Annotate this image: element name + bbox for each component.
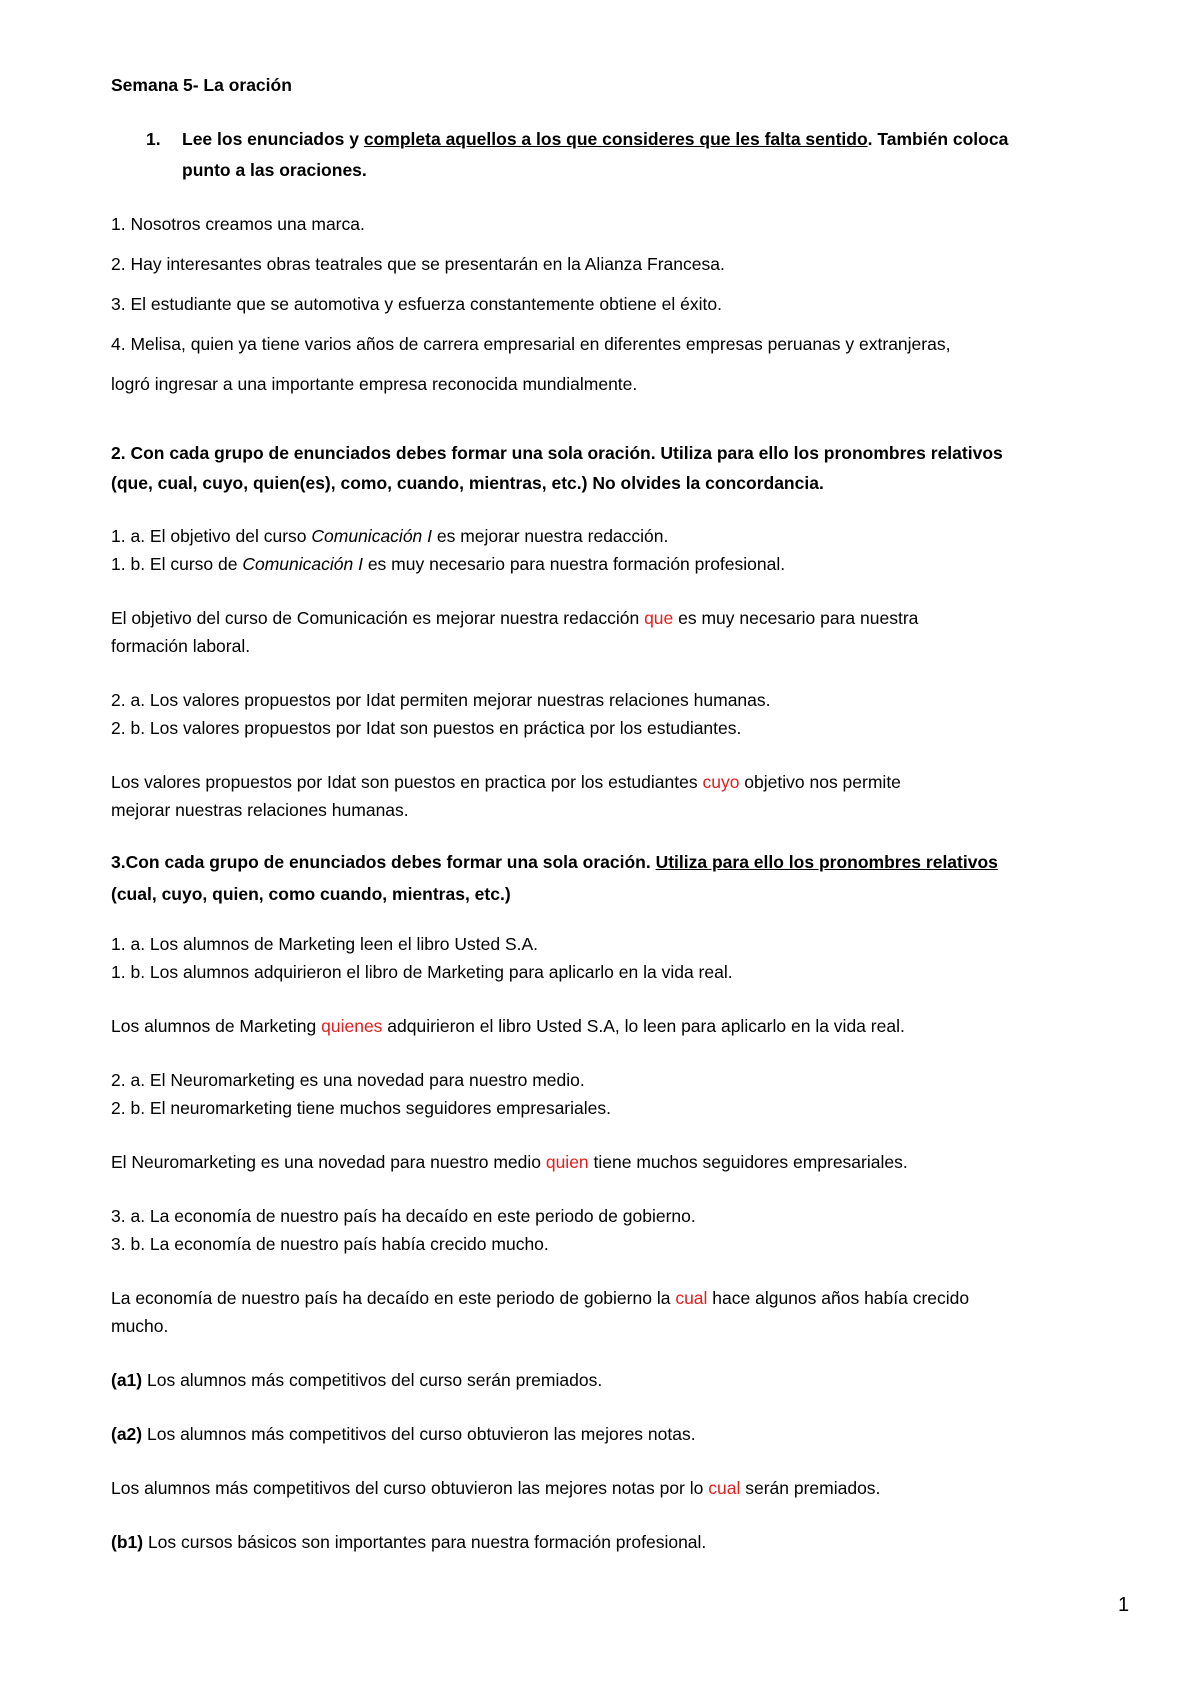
s3-answer-3 — [111, 1286, 969, 1310]
section-2-heading: 2. Con cada grupo de enunciados debes formar una sola oración. Utiliza para ello los pronombres relativos — [111, 443, 1003, 463]
s3-answer-a-post: serán premiados. — [740, 1478, 881, 1498]
s2-group1-b-course: Comunicación I — [242, 554, 363, 574]
s3-item-a1-tag: (a1) — [111, 1370, 143, 1390]
s3-item-a1 — [111, 1368, 602, 1392]
s3-answer-a-relative-pronoun: cual — [708, 1478, 741, 1498]
s2-group1-b-post: es muy necesario para nuestra formación profesional. — [362, 554, 786, 574]
s3-item-b1-text: Los cursos básicos son importantes para nuestra formación profesional. — [143, 1532, 707, 1552]
section-1-number: 1. — [146, 129, 161, 149]
sentence-1: 1. Nosotros creamos una marca. — [111, 214, 365, 234]
s3-answer-2-relative-pronoun: quien — [545, 1152, 589, 1172]
s3-item-a2 — [111, 1422, 696, 1446]
s3-group1-b: 1. b. Los alumnos adquirieron el libro de Marketing para aplicarlo en la vida real. — [111, 962, 733, 982]
s3-group2-b: 2. b. El neuromarketing tiene muchos seguidores empresariales. — [111, 1098, 611, 1118]
s2-group1-a-course: Comunicación I — [311, 526, 433, 546]
s3-answer-3-relative-pronoun: cual — [675, 1288, 708, 1308]
s3-item-b1 — [111, 1530, 706, 1554]
s2-answer-1-cont: formación laboral. — [111, 636, 251, 656]
section-1-heading-part1: Lee los enunciados y — [182, 129, 364, 149]
s3-group2-a: 2. a. El Neuromarketing es una novedad para nuestro medio. — [111, 1070, 585, 1090]
s2-answer-2-pre: Los valores propuestos por Idat son puestos en practica por los estudiantes — [111, 772, 703, 792]
s2-answer-2-relative-pronoun: cuyo — [702, 772, 740, 792]
s2-answer-1 — [111, 606, 918, 630]
s3-answer-a — [111, 1476, 880, 1500]
s3-answer-2 — [111, 1150, 908, 1174]
page-number: 1 — [1118, 1594, 1130, 1616]
s3-answer-1-pre: Los alumnos de Marketing — [111, 1016, 322, 1036]
s2-group2-a: 2. a. Los valores propuestos por Idat permiten mejorar nuestras relaciones humanas. — [111, 690, 771, 710]
s2-answer-2-post: objetivo nos permite — [739, 772, 901, 792]
s3-answer-3-pre: La economía de nuestro país ha decaído en este periodo de gobierno la — [111, 1288, 676, 1308]
s2-answer-2 — [111, 770, 901, 794]
s2-answer-2-cont: mejorar nuestras relaciones humanas. — [111, 800, 409, 820]
s3-item-a2-text: Los alumnos más competitivos del curso obtuvieron las mejores notas. — [142, 1424, 696, 1444]
section-2-heading-cont: (que, cual, cuyo, quien(es), como, cuando, mientras, etc.) No olvides la concordancia. — [111, 473, 824, 493]
s3-answer-1-post: adquirieron el libro Usted S.A, lo leen para aplicarlo en la vida real. — [382, 1016, 905, 1036]
s3-answer-3-cont: mucho. — [111, 1316, 169, 1336]
sentence-3: 3. El estudiante que se automotiva y esfuerza constantemente obtiene el éxito. — [111, 294, 722, 314]
s3-answer-a-pre: Los alumnos más competitivos del curso obtuvieron las mejores notas por lo — [111, 1478, 709, 1498]
s2-group2-b: 2. b. Los valores propuestos por Idat son puestos en práctica por los estudiantes. — [111, 718, 742, 738]
section-3-heading-underlined: Utiliza para ello los pronombres relativos — [655, 852, 998, 872]
section-3-heading — [111, 850, 998, 874]
s3-group3-a: 3. a. La economía de nuestro país ha decaído en este periodo de gobierno. — [111, 1206, 696, 1226]
s3-answer-2-pre: El Neuromarketing es una novedad para nuestro medio — [111, 1152, 546, 1172]
s3-answer-1-relative-pronoun: quienes — [321, 1016, 383, 1036]
s2-group1-a-post: es mejorar nuestra redacción. — [432, 526, 669, 546]
section-1-heading — [182, 127, 1008, 151]
section-1-heading-cont: punto a las oraciones. — [182, 160, 367, 180]
document-title: Semana 5- La oración — [111, 75, 292, 95]
section-1-heading-part3: . También coloca — [867, 129, 1009, 149]
sentence-2: 2. Hay interesantes obras teatrales que se presentarán en la Alianza Francesa. — [111, 254, 725, 274]
s3-item-a1-text: Los alumnos más competitivos del curso serán premiados. — [142, 1370, 603, 1390]
s2-answer-1-relative-pronoun: que — [644, 608, 674, 628]
sentence-4: 4. Melisa, quien ya tiene varios años de carrera empresarial en diferentes empresas peruanas y extranjeras, — [111, 334, 951, 354]
s3-answer-2-post: tiene muchos seguidores empresariales. — [588, 1152, 908, 1172]
sentence-4-cont: logró ingresar a una importante empresa reconocida mundialmente. — [111, 374, 638, 394]
s2-group1-b-pre: 1. b. El curso de — [111, 554, 243, 574]
s2-answer-1-post: es muy necesario para nuestra — [673, 608, 919, 628]
s2-group1-b — [111, 552, 785, 576]
section-3-heading-cont: (cual, cuyo, quien, como cuando, mientras, etc.) — [111, 884, 511, 904]
section-1-heading-underlined: completa aquellos a los que consideres que les falta sentido — [363, 129, 868, 149]
s3-answer-1 — [111, 1014, 905, 1038]
s3-answer-3-post: hace algunos años había crecido — [707, 1288, 970, 1308]
section-3-heading-part1: 3.Con cada grupo de enunciados debes formar una sola oración. — [111, 852, 656, 872]
s3-item-b1-tag: (b1) — [111, 1532, 144, 1552]
s3-group3-b: 3. b. La economía de nuestro país había crecido mucho. — [111, 1234, 549, 1254]
s2-answer-1-pre: El objetivo del curso de Comunicación es mejorar nuestra redacción — [111, 608, 645, 628]
s3-item-a2-tag: (a2) — [111, 1424, 143, 1444]
s2-group1-a — [111, 524, 668, 548]
s3-group1-a: 1. a. Los alumnos de Marketing leen el libro Usted S.A. — [111, 934, 539, 954]
s2-group1-a-pre: 1. a. El objetivo del curso — [111, 526, 312, 546]
